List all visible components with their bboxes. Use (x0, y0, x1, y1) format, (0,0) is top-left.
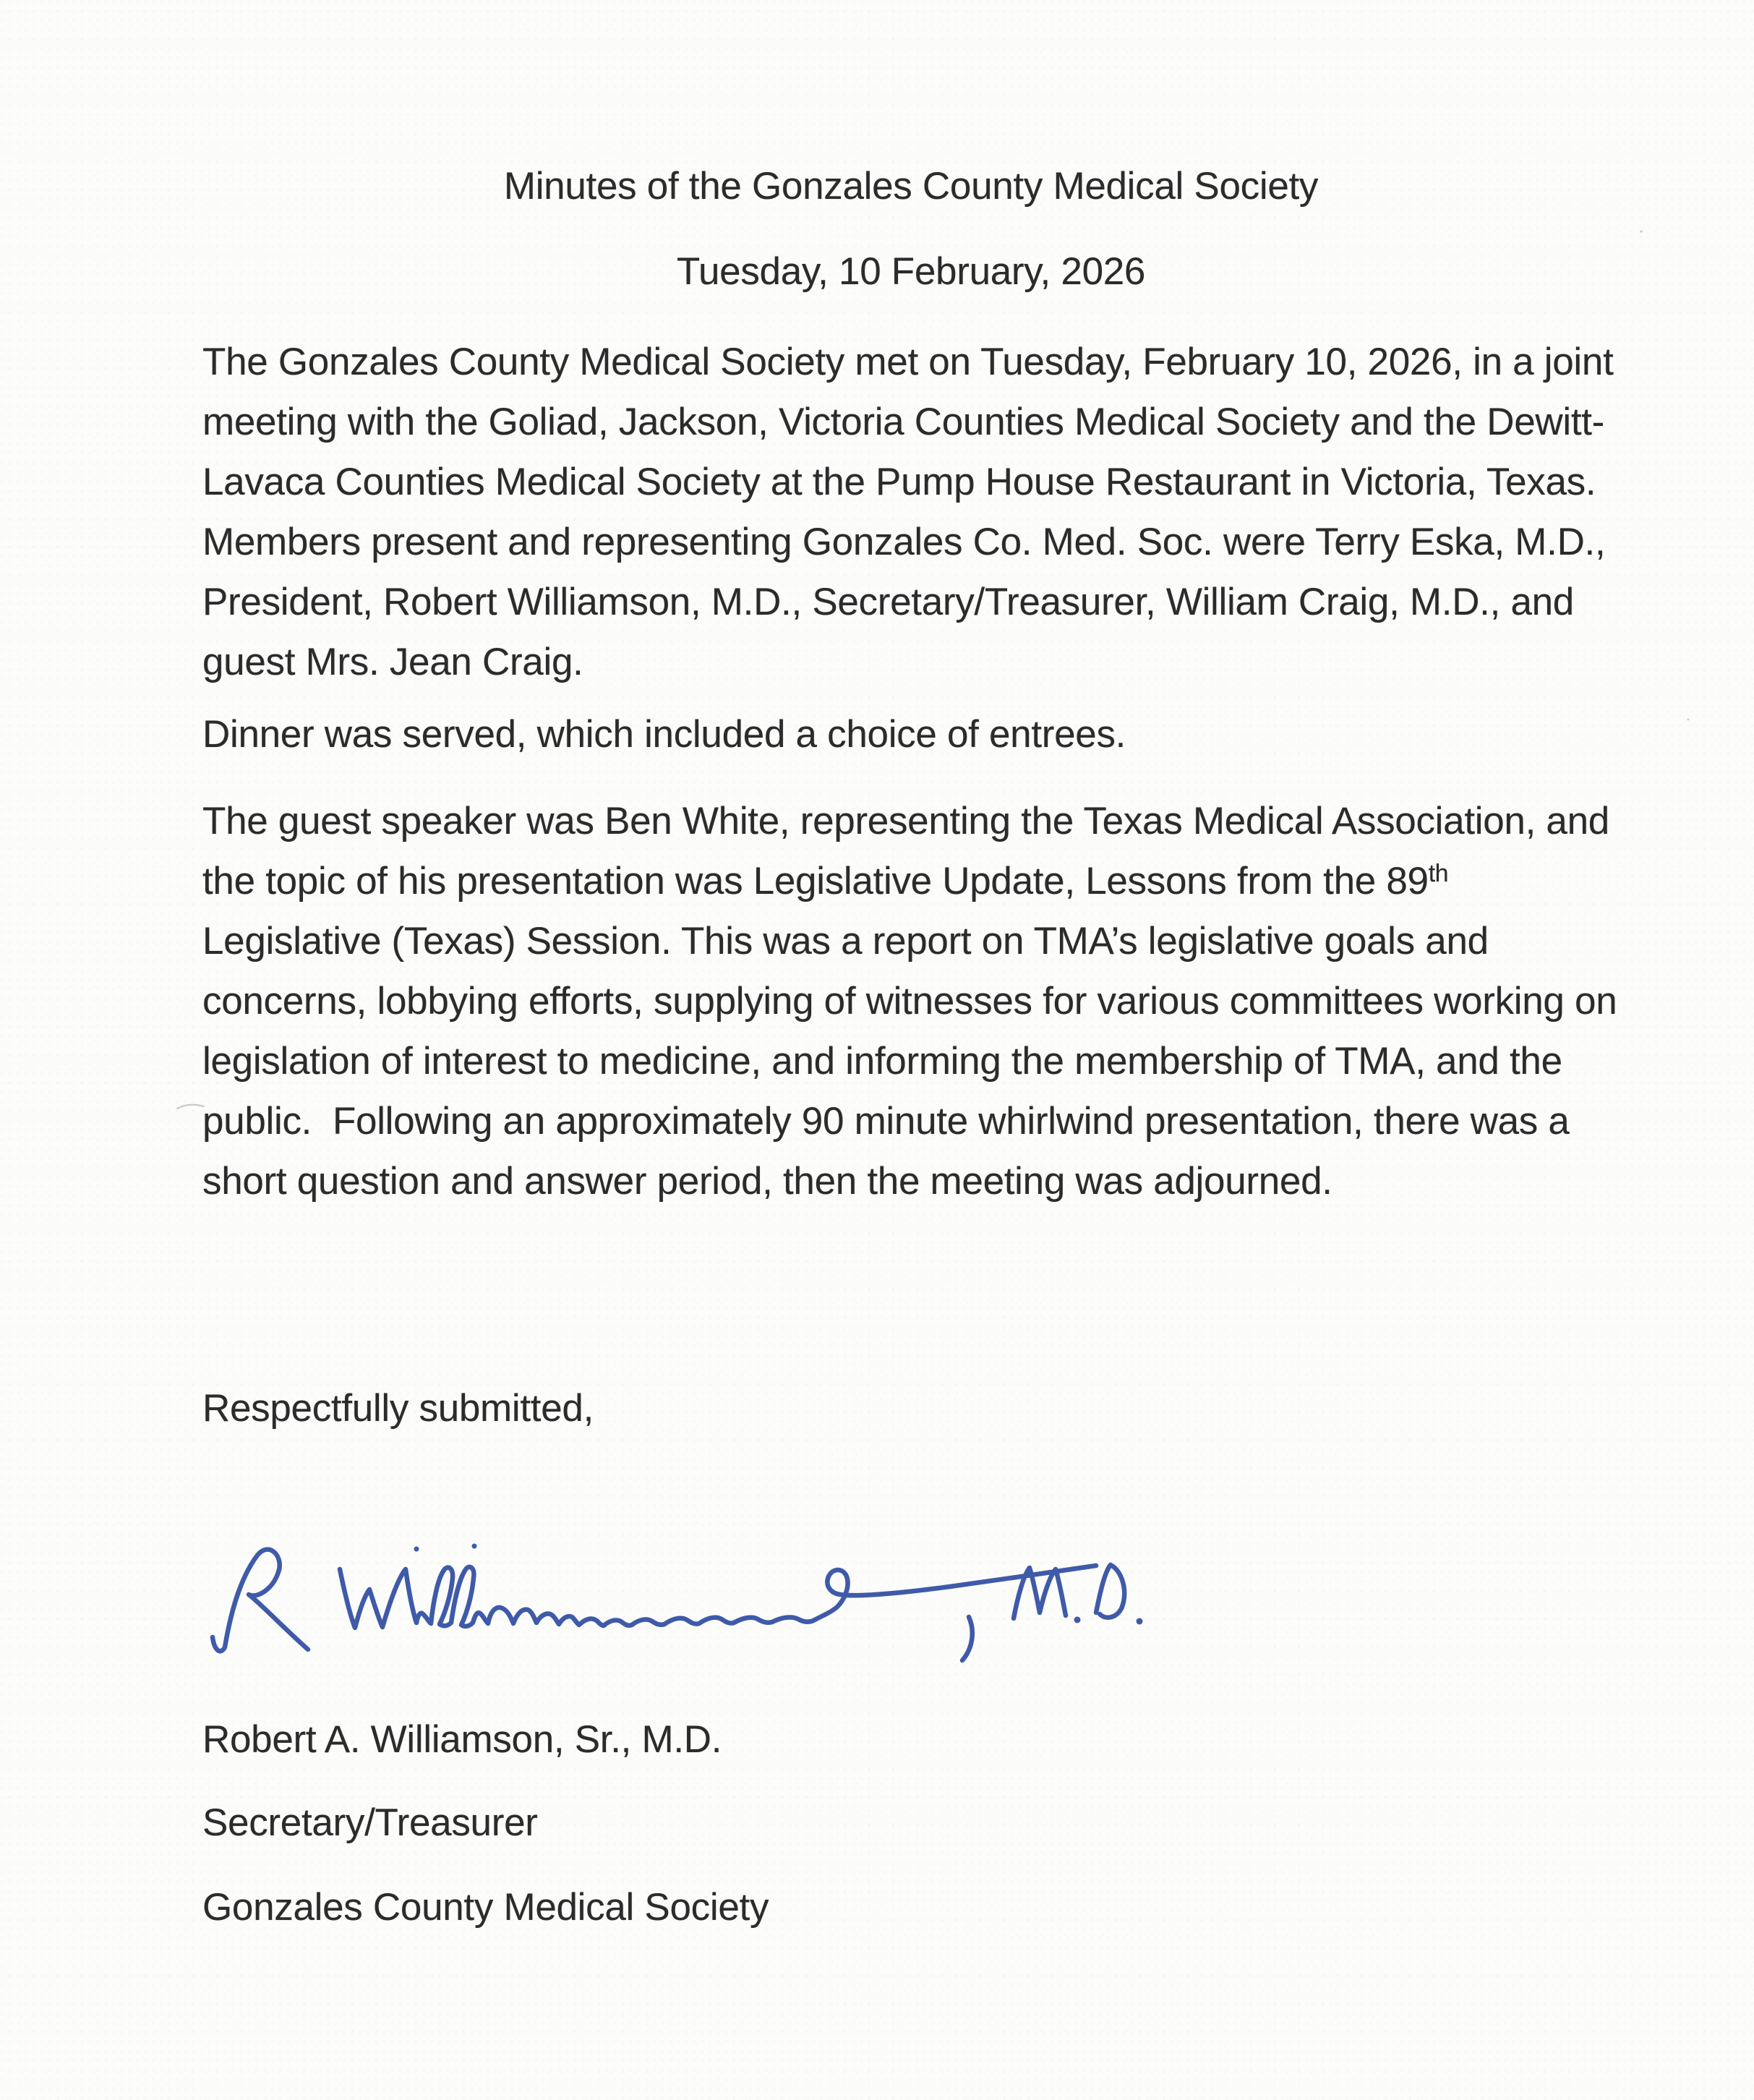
signature-stroke-r (213, 1550, 308, 1652)
signature-stroke-comma (962, 1617, 972, 1660)
signature-period (1137, 1618, 1143, 1625)
paragraph-meeting (202, 332, 1620, 692)
signature-stroke-name (340, 1566, 1096, 1628)
paragraph-meeting-text: The Gonzales County Medical Society met on Tuesday, February 10, 2026, in a joint meeting with the Goliad, Jackson, Victoria Counties Medical Society and the Dewitt- Lavaca Counties Medical Society at the Pump House Restaurant in Victoria, Texas. Members present and representing Gonzales Co. Med. Soc. were Terry Eska, M.D., President, Robert Williamson, M.D., Secretary/Treasurer, William Craig, M.D., and guest Mrs. Jean Craig. (202, 341, 1614, 683)
signature-stroke-d (1096, 1565, 1124, 1618)
paragraph-dinner (202, 704, 1620, 764)
dust-speck (1687, 719, 1690, 721)
closing-signer-name: Robert A. Williamson, Sr., M.D. (202, 1718, 722, 1761)
paragraph-dinner-text: Dinner was served, which included a choice of entrees. (202, 713, 1126, 756)
signature-period (1074, 1617, 1081, 1623)
document-title: Minutes of the Gonzales County Medical Society (503, 165, 1319, 208)
document-date: Tuesday, 10 February, 2026 (676, 250, 1146, 293)
dust-speck (1640, 230, 1642, 232)
paragraph-speaker-text-before: The guest speaker was Ben White, representing the Texas Medical Association, and the topic of his presentation was Legislative Update, Lessons from the 89 (202, 800, 1609, 902)
paragraph-speaker (202, 791, 1620, 1211)
pencil-mark (177, 1105, 204, 1109)
closing-salutation: Respectfully submitted, (202, 1387, 594, 1430)
closing-signer-organization: Gonzales County Medical Society (202, 1886, 769, 1929)
signature-i-dot (472, 1544, 477, 1549)
ordinal-superscript: th (1428, 860, 1449, 887)
handwritten-signature (187, 1488, 1163, 1734)
closing-signer-role: Secretary/Treasurer (202, 1801, 538, 1844)
signature-i-dot (414, 1547, 419, 1552)
paragraph-speaker-text-after: Legislative (Texas) Session. This was a report on TMA’s legislative goals and concerns, lobbying efforts, supplying of witnesses for various committees working on legislation of interest to medicine, and informing the membership of TMA, and the public. Following an approximately 90 minute whirlwind presentation, there was a short question and answer period, then the meeting was adjourned. (202, 920, 1617, 1203)
